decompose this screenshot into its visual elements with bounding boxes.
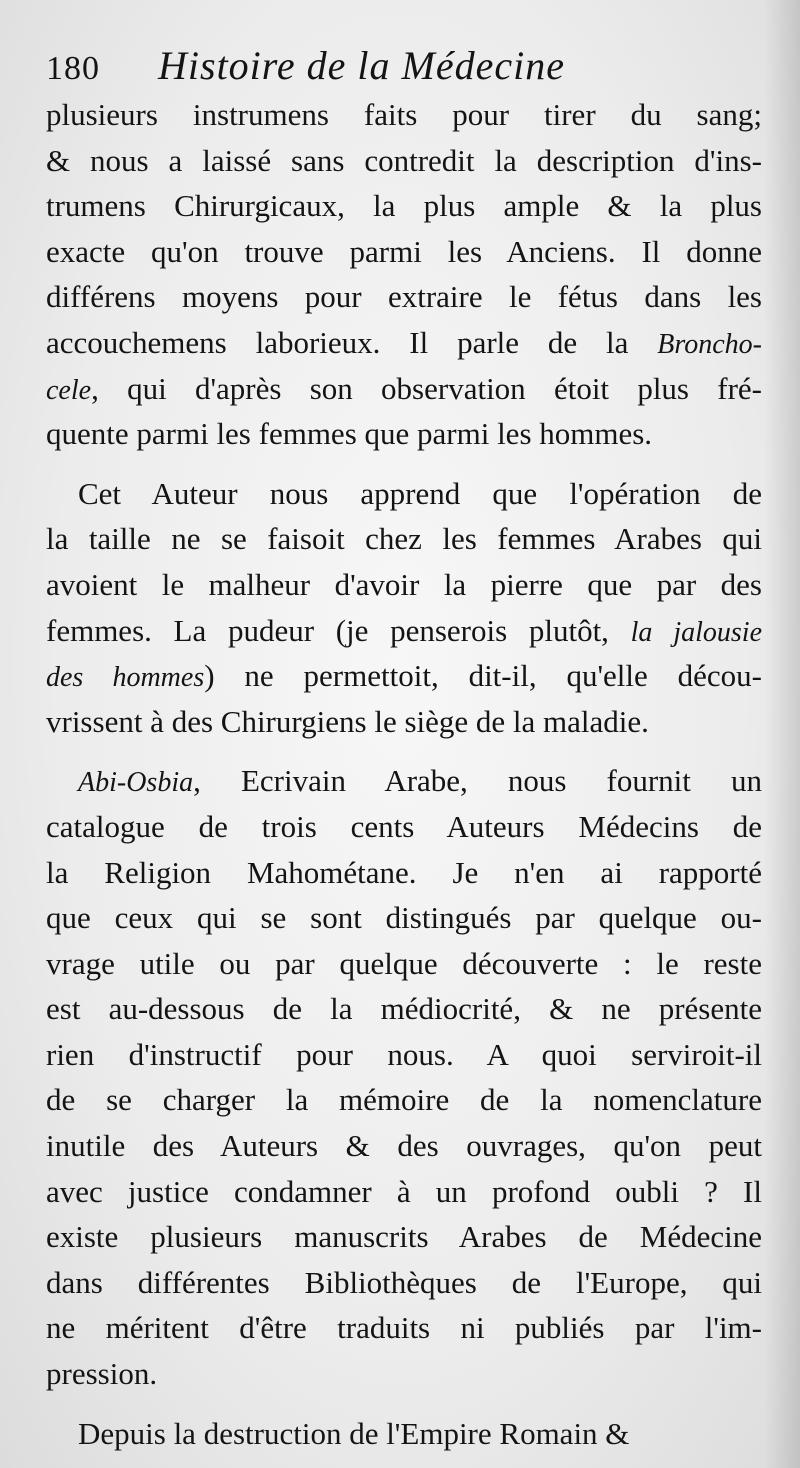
text-line: [46, 1411, 762, 1457]
text-run: avoient le malheur d'avoir la pierre que par des: [46, 566, 762, 602]
text-line: [46, 1123, 762, 1169]
text-run: vrage utile ou par quelque découverte : le reste: [46, 945, 762, 981]
text-run: rien d'instructif pour nous. A quoi serviroit-il: [46, 1036, 762, 1072]
text-line: [46, 562, 762, 608]
text-run: de se charger la mémoire de la nomenclature: [46, 1082, 762, 1118]
text-line: [46, 92, 762, 138]
text-line: [46, 366, 762, 412]
italic-text: Broncho-: [657, 328, 762, 360]
text-line: [46, 1032, 762, 1078]
text-run: catalogue de trois cents Auteurs Médecins de: [46, 808, 762, 844]
italic-text: cele: [46, 374, 92, 406]
text-line: [46, 941, 762, 987]
text-line: [46, 804, 762, 850]
text-line: [46, 758, 762, 804]
text-line: [46, 471, 762, 517]
text-run: Cet Auteur nous apprend que l'opération de: [78, 475, 762, 511]
text-line: [46, 850, 762, 896]
text-run: quente parmi les femmes que parmi les hommes.: [46, 416, 653, 452]
text-run: & nous a laissé sans contredit la description d'ins-: [46, 142, 762, 178]
running-head: [46, 42, 760, 94]
text-line: [46, 1077, 762, 1123]
text-line: [46, 183, 762, 229]
text-line: [46, 229, 762, 275]
text-line: [46, 1214, 762, 1260]
text-run: , Ecrivain Arabe, nous fournit un: [193, 763, 762, 799]
text-run: plusieurs instrumens faits pour tirer du sang;: [46, 97, 762, 132]
text-run: femmes. La pudeur (je penserois plutôt,: [46, 612, 631, 648]
text-run: dans différentes Bibliothèques de l'Europe, qui: [46, 1264, 762, 1300]
text-run: exacte qu'on trouve parmi les Anciens. Il donne: [46, 233, 762, 269]
text-line: [46, 653, 762, 699]
text-run: différens moyens pour extraire le fétus dans les: [46, 279, 762, 315]
text-line: [46, 274, 762, 320]
text-line: [46, 411, 762, 457]
text-line: [46, 895, 762, 941]
paragraph-gap: [46, 1397, 762, 1411]
text-run: la taille ne se faisoit chez les femmes Arabes qui: [46, 521, 762, 557]
paragraph-gap: [46, 744, 762, 758]
paragraph: [46, 92, 762, 457]
paragraph: [46, 758, 762, 1396]
text-run: , qui d'après son observation étoit plus fré-: [91, 370, 762, 406]
italic-text: la jalousie: [630, 616, 762, 648]
text-run: est au-dessous de la médiocrité, & ne présente: [46, 991, 762, 1027]
text-run: trumens Chirurgicaux, la plus ample & la plus: [46, 188, 762, 224]
text-line: [46, 138, 762, 184]
page-number: 180: [46, 50, 100, 87]
text-run: que ceux qui se sont distingués par quelque ou-: [46, 900, 762, 936]
paragraph: [46, 471, 762, 745]
text-line: [46, 986, 762, 1032]
text-run: ne méritent d'être traduits ni publiés par l'im-: [46, 1310, 762, 1346]
text-line: [46, 1351, 762, 1397]
text-run: la Religion Mahométane. Je n'en ai rapporté: [46, 854, 762, 890]
body-text: [46, 92, 762, 1456]
text-line: [46, 608, 762, 654]
text-run: avec justice condamner à un profond oubli ? Il: [46, 1173, 762, 1209]
text-line: [46, 516, 762, 562]
text-run: inutile des Auteurs & des ouvrages, qu'on peut: [46, 1128, 762, 1164]
text-line: [46, 1260, 762, 1306]
text-run: existe plusieurs manuscrits Arabes de Médecine: [46, 1219, 762, 1255]
italic-text: des hommes: [46, 662, 205, 694]
running-title: Histoire de la Médecine: [158, 43, 565, 88]
italic-text: Abi-Osbia: [78, 767, 194, 799]
text-line: [46, 1305, 762, 1351]
paragraph-gap: [46, 457, 762, 471]
text-run: accouchemens laborieux. Il parle de la: [46, 324, 658, 360]
text-run: pression.: [46, 1356, 158, 1392]
text-run: ) ne permettoit, dit-il, qu'elle décou-: [204, 658, 763, 694]
text-line: [46, 699, 762, 745]
text-run: Depuis la destruction de l'Empire Romain &: [78, 1415, 630, 1451]
paragraph: [46, 1411, 762, 1457]
text-run: vrissent à des Chirurgiens le siège de la maladie.: [46, 703, 649, 739]
text-line: [46, 1169, 762, 1215]
text-line: [46, 320, 762, 366]
